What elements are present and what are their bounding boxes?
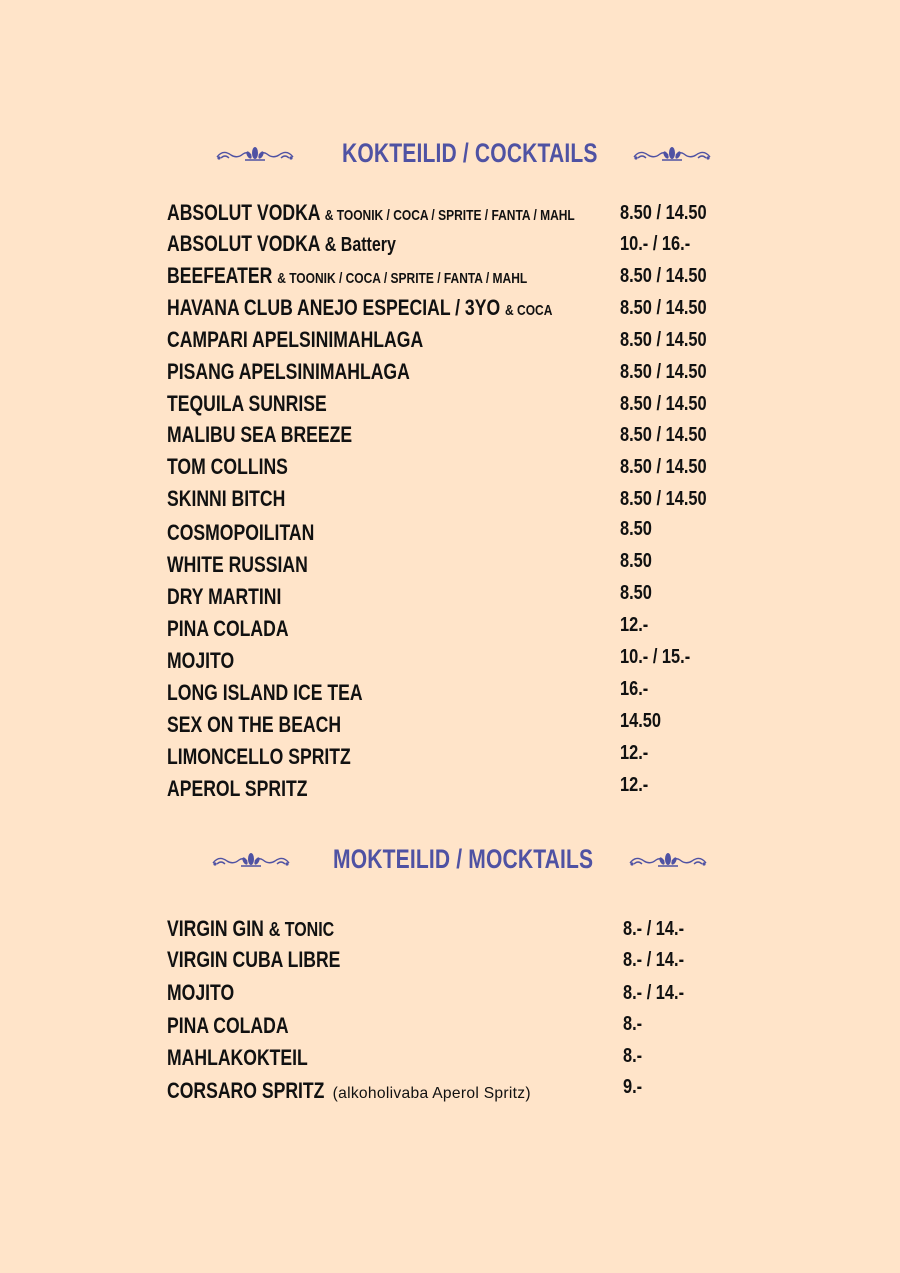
menu-item xyxy=(0,229,900,259)
item-name: HAVANA CLUB ANEJO ESPECIAL / 3YO & COCA xyxy=(167,295,553,320)
menu-item xyxy=(0,1043,900,1073)
menu-item xyxy=(0,1011,900,1041)
item-name: VIRGIN CUBA LIBRE xyxy=(167,947,341,972)
item-name: BEEFEATER & TOONIK / COCA / SPRITE / FANTA / MAHL xyxy=(167,263,528,288)
item-price: 12.- xyxy=(620,742,649,764)
menu-item xyxy=(0,420,900,450)
item-name: TOM COLLINS xyxy=(167,454,288,479)
item-name: PISANG APELSINIMAHLAGA xyxy=(167,359,410,384)
menu-item xyxy=(0,389,900,419)
item-price: 10.- / 15.- xyxy=(620,646,691,668)
item-name: MALIBU SEA BREEZE xyxy=(167,422,353,447)
flourish-ornament-icon xyxy=(628,849,708,869)
menu-item xyxy=(0,293,900,323)
item-name: ABSOLUT VODKA & TOONIK / COCA / SPRITE / FANTA / MAHL xyxy=(167,200,575,225)
item-name: SEX ON THE BEACH xyxy=(167,712,342,737)
item-mixers: & COCA xyxy=(505,302,553,319)
item-price: 16.- xyxy=(620,678,649,700)
item-name: APEROL SPRITZ xyxy=(167,776,308,801)
item-price: 9.- xyxy=(623,1076,643,1098)
item-name: WHITE RUSSIAN xyxy=(167,552,308,577)
item-price: 8.50 / 14.50 xyxy=(620,488,707,510)
item-price: 8.50 / 14.50 xyxy=(620,456,707,478)
item-name: COSMOPOILITAN xyxy=(167,520,315,545)
item-price: 10.- / 16.- xyxy=(620,233,691,255)
menu-item xyxy=(0,452,900,482)
item-name: CAMPARI APELSINIMAHLAGA xyxy=(167,327,424,352)
item-name: LIMONCELLO SPRITZ xyxy=(167,744,351,769)
item-price: 8.- / 14.- xyxy=(623,918,685,940)
item-mixers: & TOONIK / COCA / SPRITE / FANTA / MAHL xyxy=(324,207,575,224)
cocktails-header xyxy=(0,133,900,173)
menu-item xyxy=(0,740,900,770)
item-mixers: & Battery xyxy=(324,234,396,256)
section-title: MOKTEILID / MOCKTAILS xyxy=(333,844,594,874)
menu-item xyxy=(0,580,900,610)
item-price: 8.- / 14.- xyxy=(623,982,685,1004)
menu-item xyxy=(0,198,900,228)
item-name: ABSOLUT VODKA & Battery xyxy=(167,231,396,256)
mocktails-header xyxy=(0,839,900,879)
menu-item xyxy=(0,978,900,1008)
menu-item xyxy=(0,708,900,738)
item-price: 8.50 / 14.50 xyxy=(620,393,707,415)
item-name: CORSARO SPRITZ (alkoholivaba Aperol Spritz) xyxy=(167,1076,495,1106)
flourish-ornament-icon xyxy=(211,849,291,869)
menu-item xyxy=(0,945,900,975)
item-price: 8.- xyxy=(623,1013,643,1035)
item-name: DRY MARTINI xyxy=(167,584,282,609)
menu-item xyxy=(0,914,900,944)
item-price: 8.50 / 14.50 xyxy=(620,361,707,383)
item-price: 8.50 / 14.50 xyxy=(620,297,707,319)
item-mixers: & TONIC xyxy=(268,919,335,941)
item-price: 8.50 xyxy=(620,550,652,572)
item-price: 8.50 / 14.50 xyxy=(620,424,707,446)
item-name: LONG ISLAND ICE TEA xyxy=(167,680,363,705)
item-price: 8.50 / 14.50 xyxy=(620,265,707,287)
menu-item xyxy=(0,772,900,802)
menu-item xyxy=(0,676,900,706)
flourish-ornament-icon xyxy=(632,143,712,163)
menu-item xyxy=(0,357,900,387)
menu-item xyxy=(0,484,900,514)
item-price: 8.- / 14.- xyxy=(623,949,685,971)
menu-item xyxy=(0,325,900,355)
menu-item xyxy=(0,261,900,291)
menu-item xyxy=(0,612,900,642)
menu-item xyxy=(0,644,900,674)
menu-item xyxy=(0,548,900,578)
item-name: PINA COLADA xyxy=(167,616,289,641)
item-price: 14.50 xyxy=(620,710,662,732)
item-name: MAHLAKOKTEIL xyxy=(167,1045,308,1070)
item-name: MOJITO xyxy=(167,980,235,1005)
item-name: TEQUILA SUNRISE xyxy=(167,391,327,416)
section-title: KOKTEILID / COCKTAILS xyxy=(342,138,598,168)
item-price: 12.- xyxy=(620,614,649,636)
item-name: SKINNI BITCH xyxy=(167,486,286,511)
item-price: 8.50 xyxy=(620,518,652,540)
item-name: PINA COLADA xyxy=(167,1013,289,1038)
menu-item xyxy=(0,1076,900,1106)
item-mixers: & TOONIK / COCA / SPRITE / FANTA / MAHL xyxy=(277,270,528,287)
item-name: MOJITO xyxy=(167,648,235,673)
item-name: VIRGIN GIN & TONIC xyxy=(167,916,335,941)
flourish-ornament-icon xyxy=(215,143,295,163)
item-price: 8.50 / 14.50 xyxy=(620,329,707,351)
item-price: 8.50 xyxy=(620,582,652,604)
item-price: 8.- xyxy=(623,1045,643,1067)
item-price: 8.50 / 14.50 xyxy=(620,202,707,224)
item-price: 12.- xyxy=(620,774,649,796)
menu-item xyxy=(0,516,900,546)
item-note: (alkoholivaba Aperol Spritz) xyxy=(332,1085,531,1102)
